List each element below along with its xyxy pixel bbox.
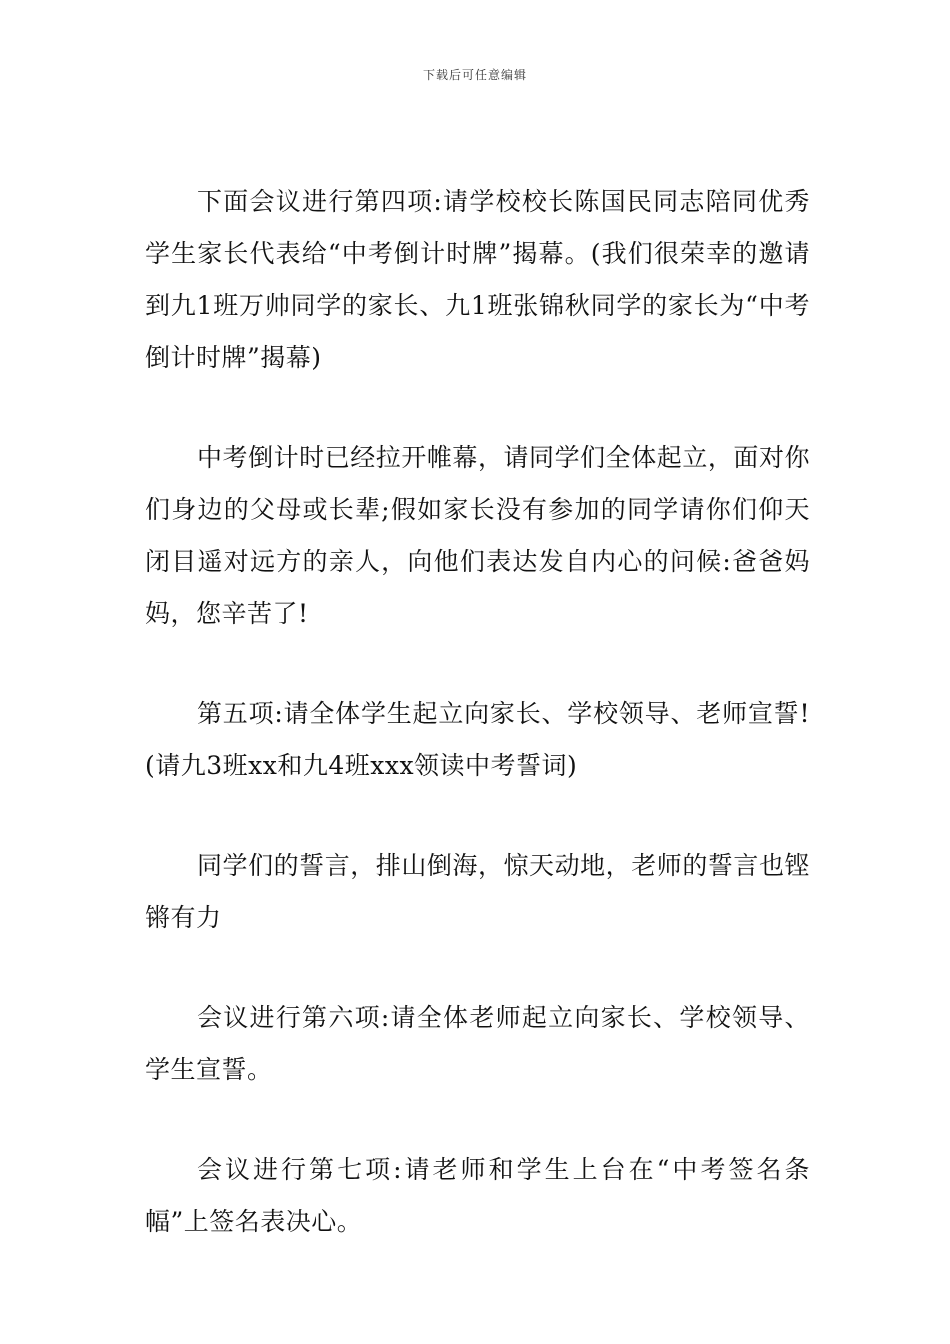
- paragraph-item-5: 第五项:请全体学生起立向家长、学校领导、老师宣誓!(请九3班xx和九4班xxx领读中考誓词): [145, 699, 810, 780]
- header-note: 下载后可任意编辑: [422, 68, 527, 82]
- paragraph-item-7: 会议进行第七项:请老师和学生上台在“中考签名条幅”上签名表决心。: [145, 1155, 810, 1236]
- paragraph-item-6: 会议进行第六项:请全体老师起立向家长、学校领导、学生宣誓。: [145, 1003, 810, 1084]
- paragraph-oath-comment: 同学们的誓言，排山倒海，惊天动地，老师的誓言也铿锵有力: [145, 851, 810, 932]
- paragraph-item-4: 下面会议进行第四项:请学校校长陈国民同志陪同优秀学生家长代表给“中考倒计时牌”揭幕。(我们很荣幸的邀请到九1班万帅同学的家长、九1班张锦秋同学的家长为“中考倒计时牌”揭幕): [145, 187, 810, 372]
- paragraph-countdown-greeting: 中考倒计时已经拉开帷幕，请同学们全体起立，面对你们身边的父母或长辈;假如家长没有参加的同学请你们仰天闭目遥对远方的亲人，向他们表达发自内心的问候:爸爸妈妈，您辛苦了!: [145, 443, 810, 628]
- document-body: [145, 176, 810, 1248]
